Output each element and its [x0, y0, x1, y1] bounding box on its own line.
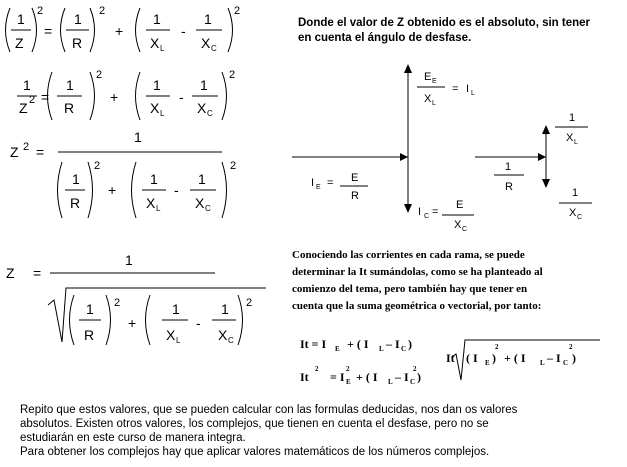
exponent: 2 — [413, 365, 417, 373]
subscript: C — [424, 213, 430, 220]
subscript: E — [485, 359, 490, 367]
paren — [238, 295, 243, 345]
it-formula-3-part: – I — [547, 351, 561, 365]
numerator: 1 — [23, 77, 31, 93]
minus-sign: - — [174, 182, 179, 198]
exponent: 2 — [23, 141, 30, 153]
symbol-I: I — [418, 206, 422, 218]
symbol-E: E — [424, 71, 432, 83]
subscript: C — [410, 378, 416, 386]
plus-sign: + — [128, 315, 137, 331]
paragraph-line: determinar la It sumándolas, como se ha planteado al — [292, 266, 543, 278]
symbol-XC: X — [197, 100, 207, 116]
numerator: 1 — [172, 301, 180, 317]
subscript: L — [388, 378, 393, 386]
exponent: 2 — [94, 160, 101, 172]
minus-sign: - — [181, 23, 186, 39]
numerator: 1 — [200, 77, 208, 93]
equals-sign: = — [44, 23, 53, 39]
paren — [88, 162, 93, 218]
symbol-XL: X — [166, 327, 176, 343]
equals-sign: = — [327, 177, 334, 189]
symbol-XC: X — [218, 327, 228, 343]
paren — [136, 72, 141, 120]
subscript: L — [160, 109, 165, 118]
equals-sign: = — [452, 83, 459, 95]
subscript: L — [156, 204, 161, 213]
subscript: E — [346, 378, 351, 386]
subscript: L — [471, 90, 475, 97]
symbol-XL: X — [150, 35, 160, 51]
note-line: en cuenta el ángulo de desfase. — [298, 32, 472, 44]
numerator: 1 — [505, 161, 512, 173]
numerator: 1 — [221, 301, 229, 317]
arrow-head — [542, 125, 550, 134]
plus-sign: + — [110, 89, 119, 105]
exponent: 2 — [230, 160, 237, 172]
exponent: 2 — [99, 5, 106, 17]
numerator: 1 — [86, 301, 94, 317]
subscript: E — [316, 184, 321, 191]
it-formula-3-part: + ( I — [504, 351, 526, 365]
subscript: E — [432, 78, 437, 85]
it-formula-3-part: ) — [492, 351, 496, 365]
plus-sign: + — [115, 23, 124, 39]
it-formula-1-part: – I — [386, 337, 400, 351]
symbol-XC: X — [195, 195, 205, 211]
equals-sign: = — [36, 144, 45, 160]
arrow-head — [404, 64, 412, 73]
note-line: Donde el valor de Z obtenido es el absoluto, sin tener — [298, 17, 591, 29]
exponent: 2 — [229, 69, 236, 81]
minus-sign: - — [179, 89, 184, 105]
paren — [90, 8, 95, 52]
subscript: C — [211, 44, 217, 53]
subscript: C — [462, 226, 468, 233]
symbol-R: R — [72, 35, 83, 51]
numerator: 1 — [134, 129, 142, 145]
symbol-I: I — [311, 177, 315, 189]
exponent: 2 — [234, 5, 241, 17]
footer-line: estudiarán en este curso de manera integra. — [20, 432, 246, 444]
numerator: 1 — [72, 171, 80, 187]
symbol-XC: X — [454, 219, 462, 231]
footer-line: Repito que estos valores, que se pueden calcular con las formulas deducidas, nos dan os valores — [20, 404, 518, 416]
paren — [61, 8, 66, 52]
numerator: 1 — [204, 11, 212, 27]
footer-line: Para obtener los complejos hay que aplicar valores matemáticos de los números complejos. — [20, 446, 490, 458]
paren — [6, 8, 11, 52]
numerator: 1 — [74, 11, 82, 27]
subscript: C — [205, 204, 211, 213]
arrow-head — [542, 179, 550, 188]
subscript: L — [379, 345, 384, 353]
paren — [228, 8, 233, 52]
symbol-Z: Z — [15, 35, 24, 51]
subscript: C — [401, 345, 407, 353]
it-formula-2-part: – I — [395, 370, 409, 384]
paragraph-line: cuenta que la suma geométrica o vectorial, por tanto: — [292, 300, 542, 312]
exponent: 2 — [96, 69, 103, 81]
exponent: 2 — [29, 94, 36, 106]
minus-sign: - — [196, 315, 201, 331]
it-formula-2: It — [300, 370, 309, 384]
it-formula-2-part: + ( I — [356, 370, 378, 384]
equals-sign: = — [33, 265, 42, 281]
numerator: 1 — [572, 187, 579, 199]
paren — [146, 295, 151, 345]
paren — [90, 72, 95, 120]
numerator: 1 — [150, 171, 158, 187]
paren — [58, 162, 63, 218]
paren — [222, 72, 227, 120]
it-formula-3: It — [446, 351, 455, 365]
symbol-XL: X — [150, 100, 160, 116]
subscript: C — [228, 336, 234, 345]
symbol-E: E — [456, 199, 464, 211]
numerator: 1 — [153, 11, 161, 27]
paren — [132, 162, 137, 218]
symbol-Z: Z — [10, 144, 19, 160]
symbol-R: R — [351, 190, 359, 202]
symbol-XC: X — [201, 35, 211, 51]
it-formula-3-part: ( I — [466, 351, 478, 365]
plus-sign: + — [108, 182, 117, 198]
exponent: 2 — [37, 5, 44, 17]
symbol-XC: X — [569, 207, 577, 219]
symbol-XL: X — [566, 132, 574, 144]
numerator: 1 — [17, 11, 25, 27]
numerator: 1 — [569, 112, 576, 124]
it-formula-2-part: ) — [417, 370, 421, 384]
subscript: C — [563, 359, 569, 367]
paren — [70, 295, 75, 345]
exponent: 2 — [246, 297, 253, 309]
paren — [32, 8, 37, 52]
subscript: L — [540, 359, 545, 367]
numerator: 1 — [66, 77, 74, 93]
it-formula-2-part: = I — [330, 370, 345, 384]
paren — [222, 162, 227, 218]
paragraph-line: comienzo del tema, pero también hay que tener en — [292, 283, 528, 295]
numerator: 1 — [198, 171, 206, 187]
symbol-I: I — [466, 83, 470, 95]
paren — [136, 8, 141, 52]
numerator: 1 — [125, 252, 133, 268]
it-formula-3-part: ) — [572, 351, 576, 365]
symbol-XL: X — [424, 93, 432, 105]
subscript: C — [577, 214, 583, 221]
exponent: 2 — [114, 297, 121, 309]
paren — [106, 295, 111, 345]
it-formula-1-part: + ( I — [347, 337, 369, 351]
exponent: 2 — [346, 365, 350, 373]
sqrt-sign — [48, 288, 266, 342]
equals-sign: = — [41, 89, 50, 105]
subscript: C — [207, 109, 213, 118]
subscript: E — [335, 345, 340, 353]
symbol-R: R — [70, 195, 81, 211]
it-formula-1-part: ) — [408, 337, 412, 351]
arrow-head — [404, 204, 412, 213]
arrow-head — [400, 153, 408, 161]
subscript: L — [160, 44, 165, 53]
footer-line: absolutos. Existen otros valores, los complejos, que tienen en cuenta el desfase, pero no se — [20, 418, 489, 430]
exponent: 2 — [315, 365, 319, 373]
symbol-XL: X — [146, 195, 156, 211]
symbol-R: R — [505, 181, 513, 193]
paragraph-line: Conociendo las corrientes en cada rama, se puede — [292, 249, 525, 261]
symbol-Z: Z — [6, 265, 15, 281]
it-formula-1: It = I — [300, 337, 327, 351]
arrow-head — [538, 153, 546, 161]
symbol-R: R — [64, 100, 75, 116]
symbol-Z: Z — [19, 100, 28, 116]
exponent: 2 — [495, 343, 499, 351]
subscript: L — [176, 336, 181, 345]
subscript: L — [432, 100, 436, 107]
numerator: 1 — [153, 77, 161, 93]
equals-sign: = — [432, 206, 439, 218]
subscript: L — [574, 139, 578, 146]
symbol-E: E — [351, 172, 359, 184]
symbol-R: R — [84, 327, 95, 343]
exponent: 2 — [569, 343, 573, 351]
